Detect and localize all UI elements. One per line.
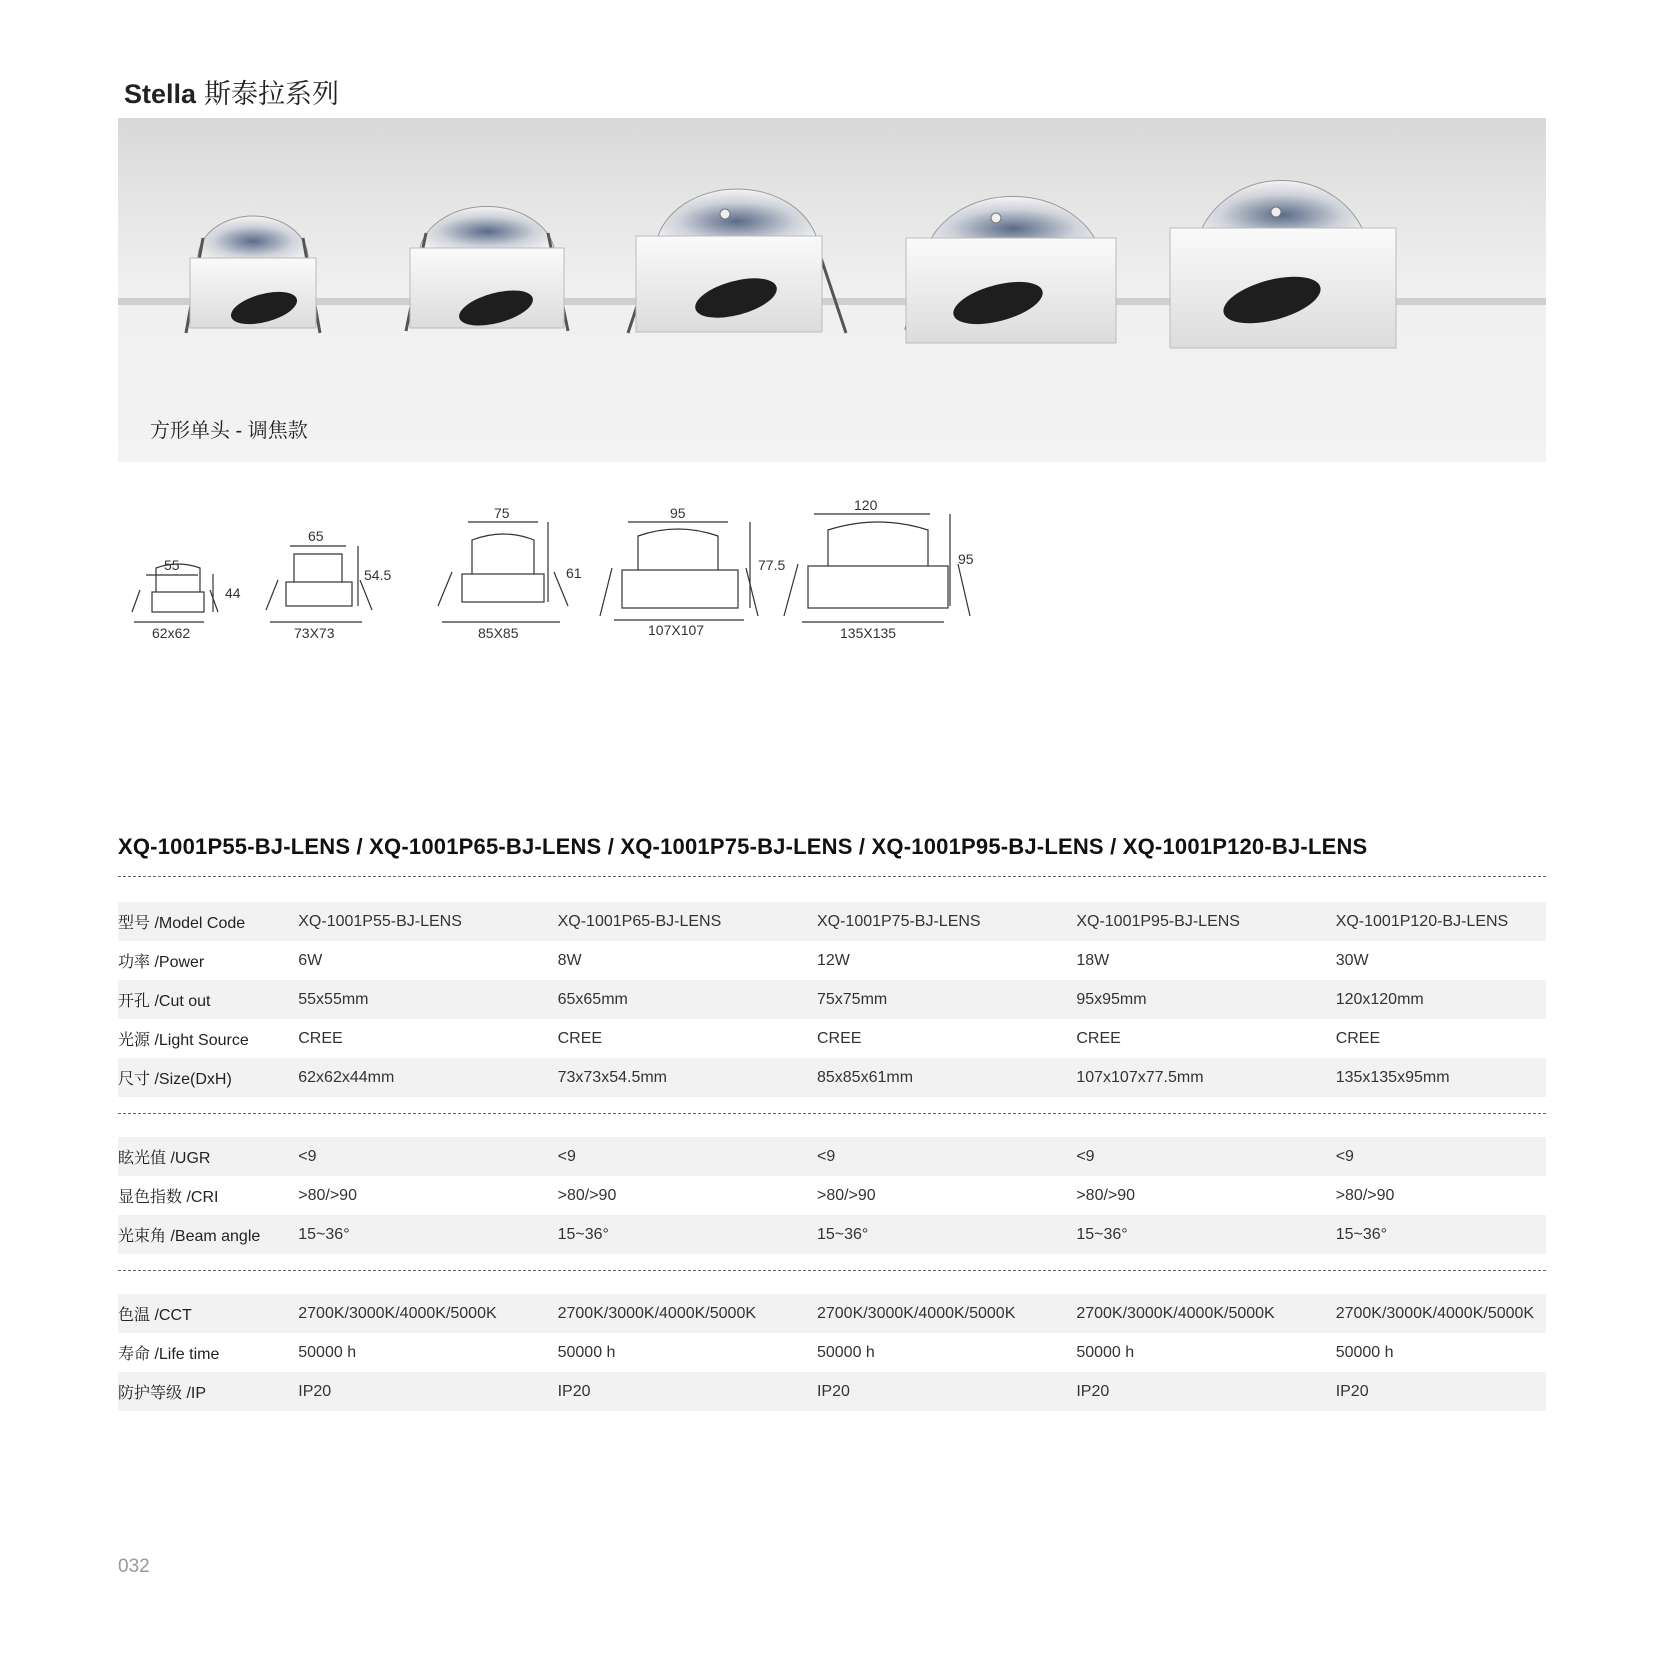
dim-side-4: 77.5 [758, 557, 786, 573]
divider-lower [118, 1270, 1546, 1271]
spec-group-1 [118, 902, 1546, 1097]
spec-value: <9 [558, 1137, 817, 1176]
spec-label: 光束角 /Beam angle [118, 1215, 298, 1254]
spec-row [118, 941, 1546, 980]
spec-value: 2700K/3000K/4000K/5000K [558, 1294, 817, 1333]
spec-label: 眩光值 /UGR [118, 1137, 298, 1176]
spec-value: 2700K/3000K/4000K/5000K [298, 1294, 557, 1333]
dimension-drawings [118, 497, 1018, 690]
dim-bottom-2: 73X73 [294, 625, 335, 641]
spec-value: IP20 [1076, 1372, 1335, 1411]
spec-value: 6W [298, 951, 323, 969]
spec-value: >80/>90 [298, 1186, 357, 1204]
spec-value: CREE [1335, 1029, 1381, 1047]
spec-value: 50000 h [557, 1343, 616, 1361]
spec-row [118, 1176, 1546, 1215]
series-name-cn: 斯泰拉系列 [204, 79, 340, 109]
spec-group-3 [118, 1294, 1546, 1411]
divider-top [118, 876, 1546, 877]
dimension-drawing-3 [438, 505, 582, 641]
spec-table-other [118, 1294, 1546, 1411]
spec-label: 开孔 /Cut out [118, 980, 298, 1019]
spec-value: XQ-1001P75-BJ-LENS [817, 902, 1076, 941]
page-title [124, 72, 339, 111]
dimension-drawing-1 [132, 557, 241, 641]
lamp-55 [186, 216, 320, 333]
spec-label: 光源 /Light Source [118, 1032, 249, 1049]
spec-value: 65x65mm [558, 980, 817, 1019]
dim-side-5: 95 [958, 551, 974, 567]
spec-row [118, 1058, 1546, 1097]
spec-value: 55x55mm [298, 980, 557, 1019]
dim-top-3: 75 [494, 505, 510, 521]
spec-value: 50000 h [298, 1343, 357, 1361]
dim-bottom-3: 85X85 [478, 625, 519, 641]
spec-value: >80/>90 [557, 1186, 617, 1204]
spec-value: 50000 h [1335, 1343, 1394, 1361]
spec-group-2 [118, 1137, 1546, 1254]
spec-value: 18W [1076, 951, 1110, 969]
spec-value: 15~36° [1076, 1215, 1335, 1254]
lamp-95 [906, 196, 1116, 343]
spec-value: IP20 [1336, 1372, 1546, 1411]
spec-row [118, 980, 1546, 1019]
spec-value: 135x135x95mm [1336, 1058, 1546, 1097]
spec-value: >80/>90 [1076, 1186, 1136, 1204]
spec-value: IP20 [817, 1372, 1076, 1411]
spec-value: 85x85x61mm [817, 1058, 1076, 1097]
dim-bottom-5: 135X135 [840, 625, 897, 641]
dim-top-4: 95 [670, 505, 686, 521]
dimension-drawing-2 [266, 528, 391, 641]
spec-value: 62x62x44mm [298, 1058, 557, 1097]
spec-value: 12W [816, 951, 850, 969]
spec-value: 95x95mm [1076, 980, 1335, 1019]
spec-value: 120x120mm [1336, 980, 1546, 1019]
spec-heading: XQ-1001P55-BJ-LENS / XQ-1001P65-BJ-LENS / XQ-1001P75-BJ-LENS / XQ-1001P95-BJ-LENS / XQ-1001P120-BJ-LENS [118, 834, 1368, 859]
spec-value: <9 [1076, 1137, 1335, 1176]
spec-label: 寿命 /Life time [118, 1346, 220, 1363]
spec-value: <9 [298, 1137, 557, 1176]
spec-value: XQ-1001P95-BJ-LENS [1076, 902, 1335, 941]
lamp-75 [628, 189, 846, 333]
dimension-drawing-5 [784, 497, 974, 641]
spec-value: 15~36° [1336, 1215, 1546, 1254]
spec-row [118, 1137, 1546, 1176]
dim-side-1: 44 [225, 585, 241, 601]
spec-value: 50000 h [1076, 1343, 1135, 1361]
spec-value: 50000 h [816, 1343, 875, 1361]
spec-value: 30W [1335, 951, 1369, 969]
product-banner [118, 118, 1546, 462]
spec-row [118, 1294, 1546, 1333]
spec-table-optical [118, 1137, 1546, 1254]
spec-value: 107x107x77.5mm [1076, 1058, 1335, 1097]
spec-row [118, 1333, 1546, 1372]
spec-value: CREE [298, 1029, 343, 1047]
dimension-drawing-4 [600, 505, 785, 638]
spec-value: 15~36° [298, 1215, 557, 1254]
spec-value: XQ-1001P120-BJ-LENS [1336, 902, 1546, 941]
lamp-65 [406, 207, 568, 333]
spec-value: CREE [816, 1029, 862, 1047]
spec-value: 2700K/3000K/4000K/5000K [1336, 1294, 1546, 1333]
spec-value: CREE [557, 1029, 603, 1047]
spec-value: 73x73x54.5mm [558, 1058, 817, 1097]
dim-top-1: 55 [164, 557, 180, 573]
spec-value: 75x75mm [817, 980, 1076, 1019]
dim-bottom-1: 62x62 [152, 625, 191, 641]
spec-label: 功率 /Power [118, 954, 205, 971]
spec-row [118, 1372, 1546, 1411]
spec-label: 色温 /CCT [118, 1294, 298, 1333]
spec-value: CREE [1076, 1029, 1121, 1047]
product-photo-illustration [118, 118, 1546, 462]
banner-caption: 方形单头 - 调焦款 [150, 420, 308, 442]
dim-top-5: 120 [854, 497, 878, 513]
spec-value: 15~36° [817, 1215, 1076, 1254]
lamp-120 [1170, 180, 1396, 348]
spec-value: 8W [557, 951, 582, 969]
spec-value: >80/>90 [816, 1186, 876, 1204]
dim-side-3: 61 [566, 565, 582, 581]
spec-label: 型号 /Model Code [118, 902, 298, 941]
spec-label: 防护等级 /IP [118, 1372, 298, 1411]
spec-value: XQ-1001P55-BJ-LENS [298, 902, 557, 941]
series-name-en: Stella [124, 79, 197, 109]
spec-value: IP20 [558, 1372, 817, 1411]
spec-value: <9 [1336, 1137, 1546, 1176]
spec-value: <9 [817, 1137, 1076, 1176]
spec-label: 显色指数 /CRI [118, 1189, 219, 1206]
spec-table-basic [118, 902, 1546, 1097]
dim-bottom-4: 107X107 [648, 622, 705, 638]
divider-middle [118, 1113, 1546, 1114]
spec-value: 2700K/3000K/4000K/5000K [817, 1294, 1076, 1333]
spec-value: 2700K/3000K/4000K/5000K [1076, 1294, 1335, 1333]
page-number: 032 [118, 1556, 150, 1577]
dim-top-2: 65 [308, 528, 324, 544]
spec-value: IP20 [298, 1372, 557, 1411]
dim-side-2: 54.5 [364, 567, 392, 583]
spec-value: XQ-1001P65-BJ-LENS [558, 902, 817, 941]
spec-row [118, 1215, 1546, 1254]
spec-row [118, 1019, 1546, 1058]
spec-row [118, 902, 1546, 941]
spec-value: >80/>90 [1335, 1186, 1395, 1204]
spec-label: 尺寸 /Size(DxH) [118, 1058, 298, 1097]
spec-value: 15~36° [558, 1215, 817, 1254]
